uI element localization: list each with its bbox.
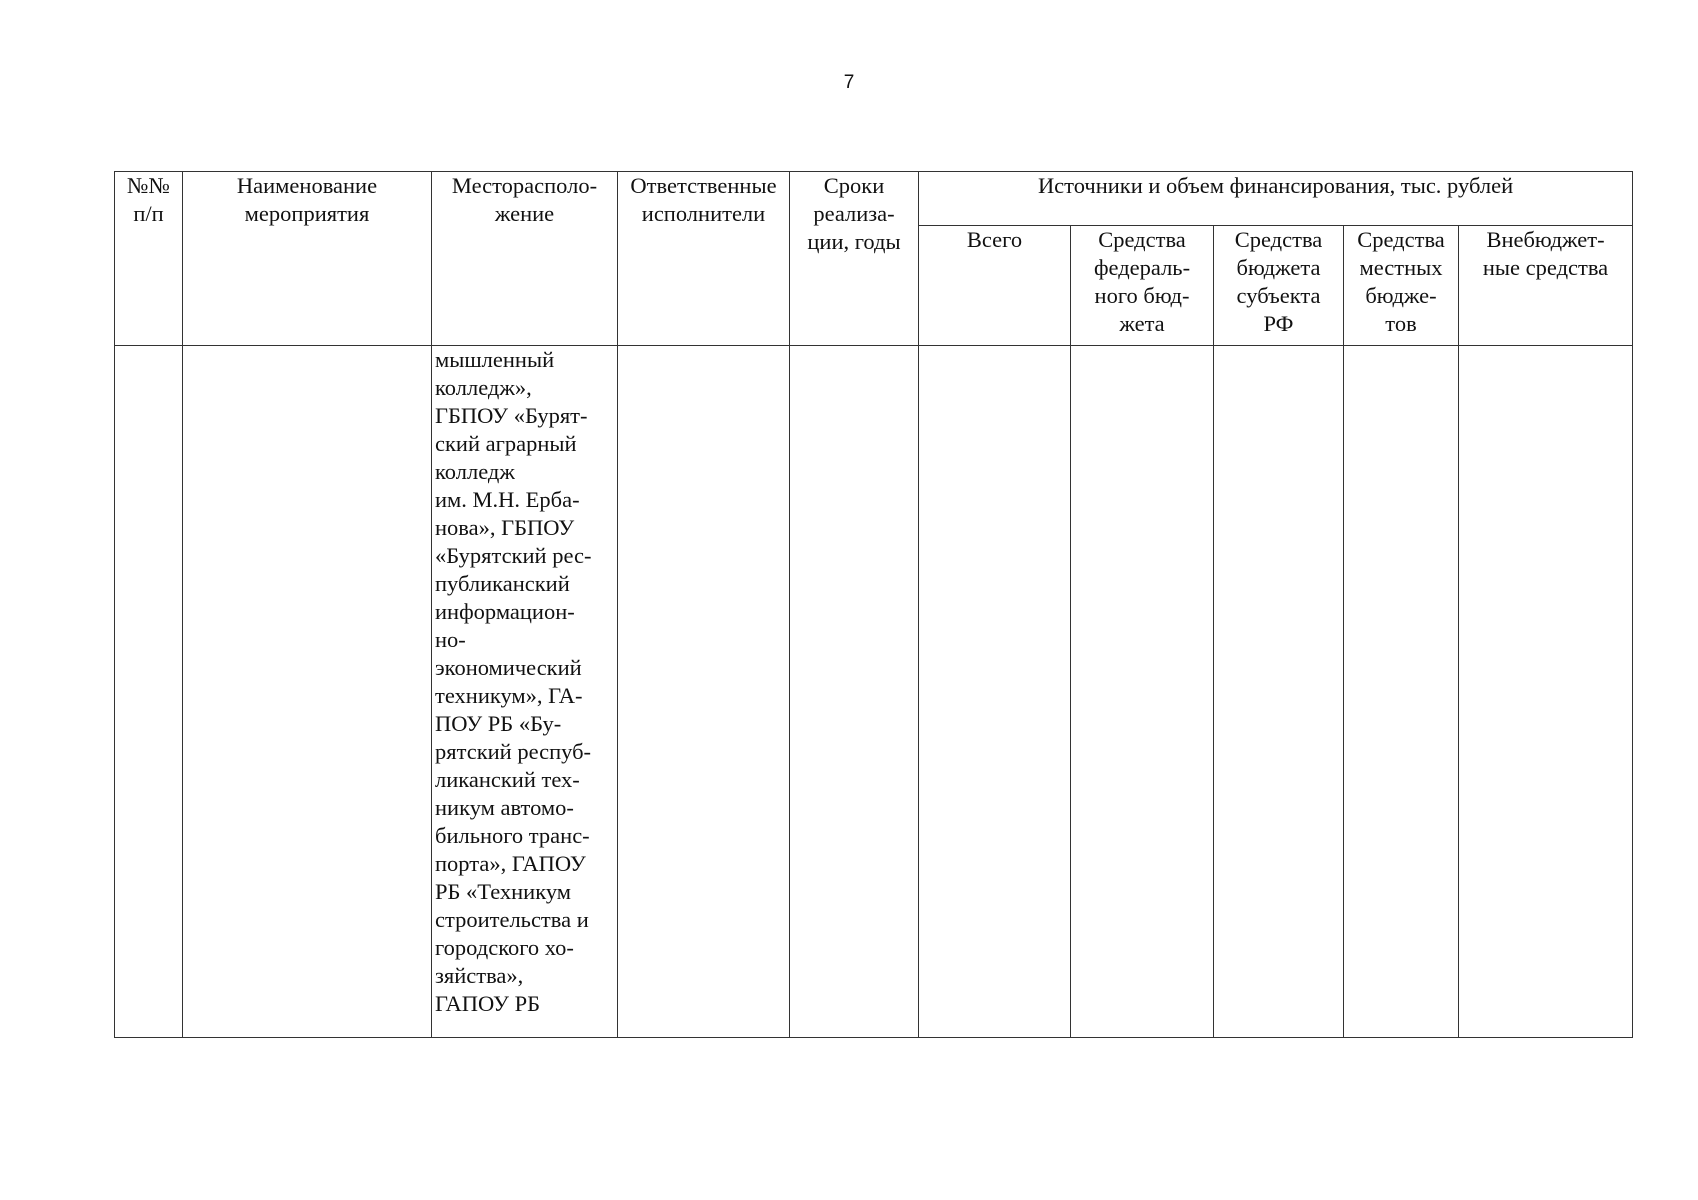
cell-num xyxy=(115,346,183,1038)
table-row xyxy=(115,346,1633,1038)
header-executors: Ответственные исполнители xyxy=(618,172,790,346)
cell-location: мышленный колледж», ГБПОУ «Бурят- ский аграрный колледж им. М.Н. Ерба- нова», ГБПОУ «Бурятский рес- публиканский информацион- но- экономический техникум», ГА- ПОУ РБ «Бу- рятский респуб- ликанский тех- никум автомо- бильного транс- порта», ГАПОУ РБ «Техникум строительства и городского хо- зяйства», ГАПОУ РБ xyxy=(432,346,618,1038)
header-total: Всего xyxy=(919,226,1071,346)
header-name: Наименование мероприятия xyxy=(183,172,432,346)
header-extrabudget: Внебюджет- ные средства xyxy=(1459,226,1633,346)
cell-regional xyxy=(1214,346,1344,1038)
cell-total xyxy=(919,346,1071,1038)
cell-name xyxy=(183,346,432,1038)
header-location: Месторасполо- жение xyxy=(432,172,618,346)
header-num: №№ п/п xyxy=(115,172,183,346)
cell-executors xyxy=(618,346,790,1038)
financing-table xyxy=(114,171,1633,1038)
header-regional: Средства бюджета субъекта РФ xyxy=(1214,226,1344,346)
header-federal: Средства федераль- ного бюд- жета xyxy=(1071,226,1214,346)
header-financing: Источники и объем финансирования, тыс. рублей xyxy=(919,172,1633,226)
page-number: 7 xyxy=(843,72,855,93)
header-terms: Сроки реализа- ции, годы xyxy=(790,172,919,346)
cell-extrabudget xyxy=(1459,346,1633,1038)
header-row-main xyxy=(115,172,1633,226)
cell-terms xyxy=(790,346,919,1038)
cell-local xyxy=(1344,346,1459,1038)
cell-federal xyxy=(1071,346,1214,1038)
header-local: Средства местных бюдже- тов xyxy=(1344,226,1459,346)
